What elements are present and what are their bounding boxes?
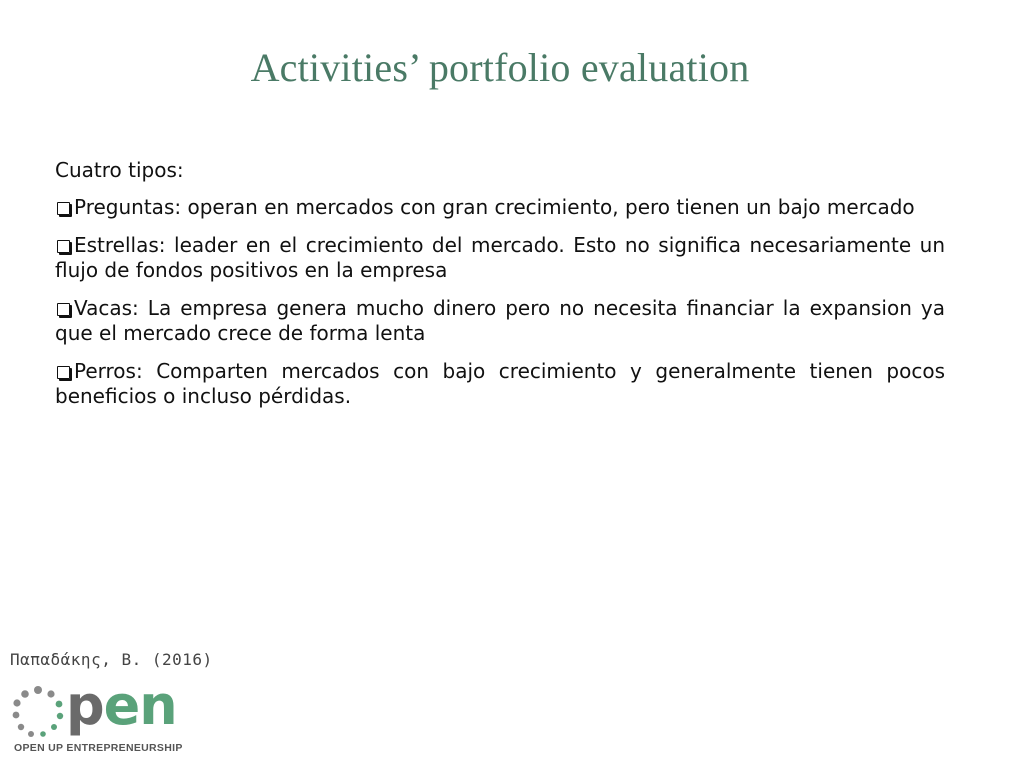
checkbox-bullet-icon <box>57 240 70 253</box>
intro-text: Cuatro tipos: <box>55 158 184 182</box>
slide-body <box>55 158 945 422</box>
checkbox-bullet-icon <box>57 202 70 215</box>
bullet-vacas <box>55 296 945 346</box>
logo-letters-en: en <box>103 674 177 737</box>
checkbox-bullet-icon <box>57 366 70 379</box>
logo-wordmark <box>66 674 177 737</box>
sunburst-dots-icon <box>8 682 68 742</box>
bullet-text: Estrellas: leader en el crecimiento del mercado. Esto no significa necesariamente un flujo de fondos positivos en la empresa <box>55 233 945 282</box>
bullet-text: Vacas: La empresa genera mucho dinero pero no necesita financiar la expansion ya que el mercado crece de forma lenta <box>55 296 945 345</box>
bullet-text: Perros: Comparten mercados con bajo crecimiento y generalmente tienen pocos beneficios o incluso pérdidas. <box>55 359 945 408</box>
bullet-perros <box>55 359 945 409</box>
slide-title: Activities’ portfolio evaluation <box>250 45 750 90</box>
open-logo <box>8 674 198 760</box>
bullet-preguntas <box>55 195 945 220</box>
bullet-estrellas <box>55 233 945 283</box>
checkbox-bullet-icon <box>57 303 70 316</box>
logo-letter-p: p <box>66 674 104 737</box>
citation: Παπαδάκης, Β. (2016) <box>10 650 213 669</box>
logo-tagline: OPEN UP ENTREPRENEURSHIP <box>14 742 183 754</box>
bullet-text: Preguntas: operan en mercados con gran crecimiento, pero tienen un bajo mercado <box>74 195 915 219</box>
